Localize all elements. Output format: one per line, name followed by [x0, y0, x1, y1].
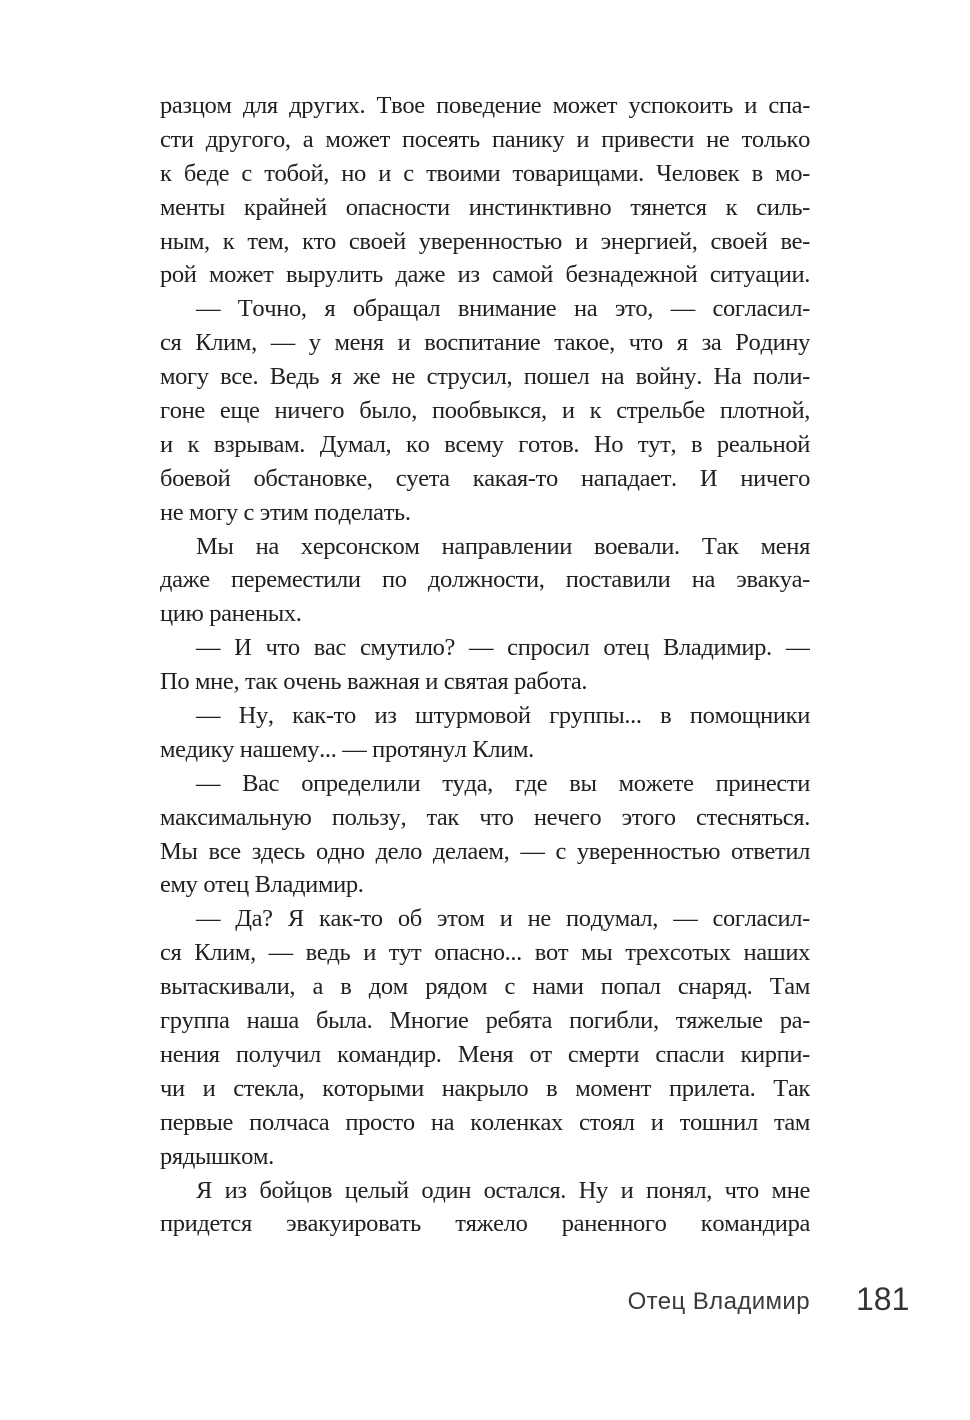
text-line: вытаскивали, а в дом рядом с нами попал снаряд. Там: [160, 973, 810, 1001]
text-line: ся Клим, — ведь и тут опасно... вот мы трехсотых наших: [160, 939, 810, 967]
text-line: — И что вас смутило? — спросил отец Владимир. —: [196, 634, 810, 662]
text-line: — Ну, как-то из штурмовой группы... в помощники: [196, 702, 810, 730]
text-line: медику нашему... — протянул Клим.: [160, 735, 534, 763]
text-line: гоне еще ничего было, пообвыкся, и к стрельбе плотной,: [160, 397, 810, 425]
text-line: могу все. Ведь я же не струсил, пошел на войну. На поли-: [160, 363, 810, 391]
body-text-block: [160, 89, 810, 1241]
text-line: рой может вырулить даже из самой безнадежной ситуации.: [160, 261, 810, 289]
text-line: боевой обстановке, суета какая-то нападает. И ничего: [160, 464, 810, 492]
text-line: нения получил командир. Меня от смерти спасли кирпи-: [160, 1040, 810, 1068]
text-line: максимальную пользу, так что нечего этого стесняться.: [160, 803, 810, 831]
text-line: придется эвакуировать тяжело раненного командира: [160, 1210, 810, 1238]
text-line: менты крайней опасности инстинктивно тянется к силь-: [160, 193, 810, 221]
text-line: даже переместили по должности, поставили на эвакуа-: [160, 566, 810, 594]
text-line: — Точно, я обращал внимание на это, — согласил-: [196, 295, 810, 323]
text-line: разцом для других. Твое поведение может успокоить и спа-: [160, 92, 810, 119]
text-line: — Да? Я как-то об этом и не подумал, — согласил-: [196, 905, 810, 933]
text-line: ему отец Владимир.: [160, 871, 364, 899]
text-line: ным, к тем, кто своей уверенностью и энергией, своей ве-: [160, 227, 810, 255]
text-line: — Вас определили туда, где вы можете принести: [196, 769, 810, 797]
text-line: цию раненых.: [160, 600, 302, 628]
text-line: По мне, так очень важная и святая работа.: [160, 668, 588, 696]
text-line: не могу с этим поделать.: [160, 498, 411, 526]
text-line: и к взрывам. Думал, ко всему готов. Но тут, в реальной: [160, 430, 810, 458]
text-line: Мы все здесь одно дело делаем, — с уверенностью ответил: [160, 837, 810, 865]
running-title: Отец Владимир: [627, 1288, 810, 1315]
text-line: чи и стекла, которыми накрыло в момент прилета. Так: [160, 1074, 810, 1102]
text-line: рядышком.: [160, 1142, 274, 1170]
text-line: Я из бойцов целый один остался. Ну и понял, что мне: [196, 1176, 810, 1204]
page-number: 181: [856, 1281, 910, 1317]
text-line: первые полчаса просто на коленках стоял и тошнил там: [160, 1108, 810, 1136]
text-line: ся Клим, — у меня и воспитание такое, что я за Родину: [160, 329, 810, 357]
text-line: Мы на херсонском направлении воевали. Так меня: [196, 532, 810, 560]
text-line: группа наша была. Многие ребята погибли, тяжелые ра-: [160, 1007, 810, 1035]
text-line: к беде с тобой, но и с твоими товарищами. Человек в мо-: [160, 159, 810, 187]
text-line: сти другого, а может посеять панику и привести не только: [160, 125, 810, 153]
